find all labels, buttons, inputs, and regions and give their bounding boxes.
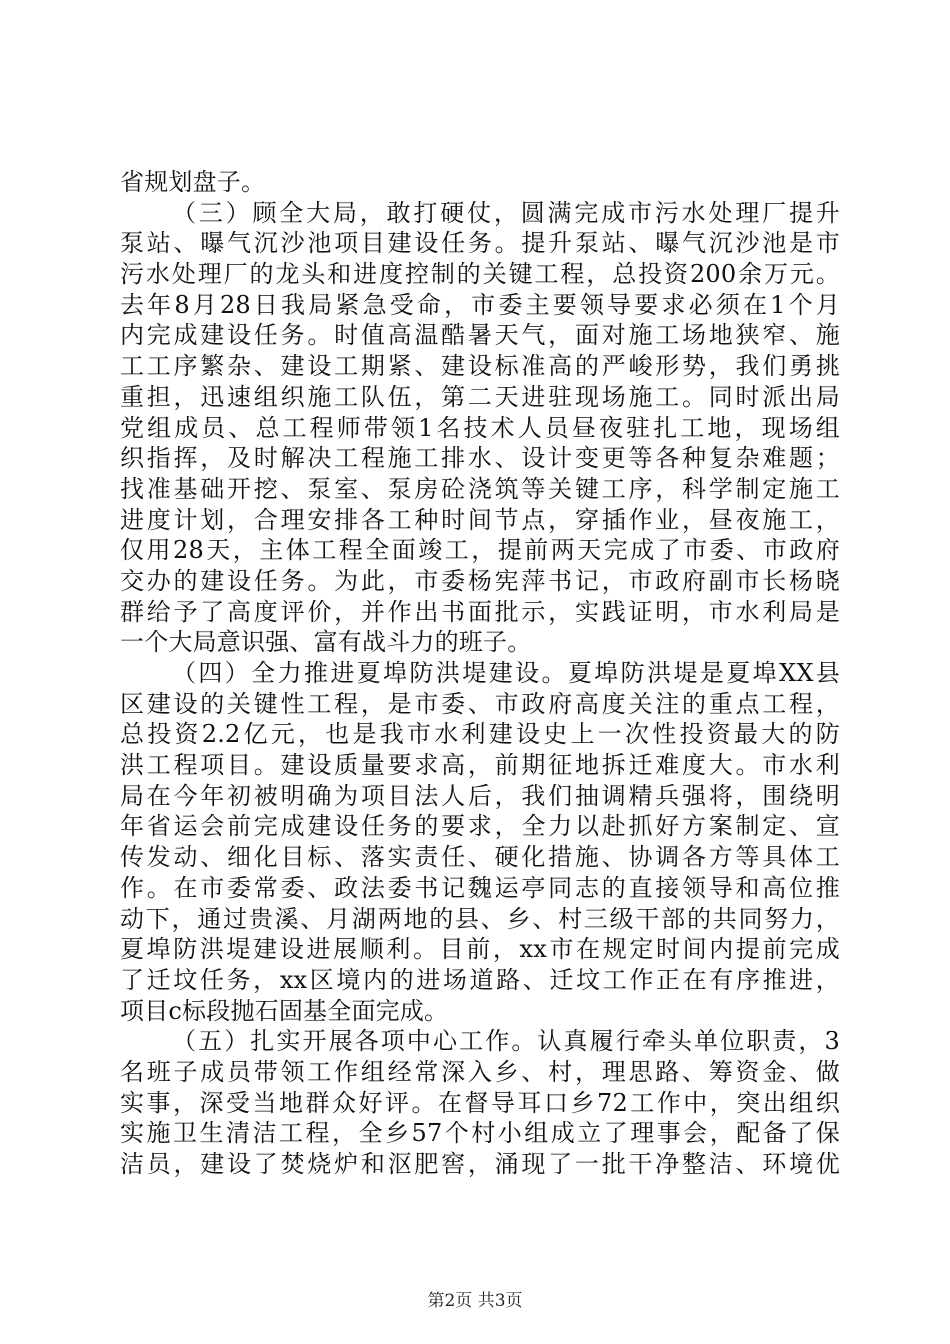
text-line: 动下，通过贵溪、月湖两地的县、乡、村三级干部的共同努力， xyxy=(120,904,840,933)
text-line: 作。在市委常委、政法委书记魏运亭同志的直接领导和高位推 xyxy=(120,873,840,902)
text-line: 内完成建设任务。时值高温酷暑天气，面对施工场地狭窄、施 xyxy=(120,321,840,350)
body-text xyxy=(120,167,840,1180)
text-line: 群给予了高度评价，并作出书面批示，实践证明，市水利局是 xyxy=(120,597,840,626)
text-line: （三）顾全大局，敢打硬仗，圆满完成市污水处理厂提升 xyxy=(172,198,840,227)
text-line: 传发动、细化目标、落实责任、硬化措施、协调各方等具体工 xyxy=(120,843,840,872)
text-line: 泵站、曝气沉沙池项目建设任务。提升泵站、曝气沉沙池是市 xyxy=(120,229,840,258)
text-line: 党组成员、总工程师带领1名技术人员昼夜驻扎工地，现场组 xyxy=(120,413,840,442)
text-line: 夏埠防洪堤建设进展顺利。目前，xx市在规定时间内提前完成 xyxy=(120,935,840,964)
text-line: 污水处理厂的龙头和进度控制的关键工程，总投资200余万元。 xyxy=(120,260,840,289)
text-line: 名班子成员带领工作组经常深入乡、村，理思路、筹资金、做 xyxy=(120,1057,840,1086)
text-line: 工工序繁杂、建设工期紧、建设标准高的严峻形势，我们勇挑 xyxy=(120,352,840,381)
text-line: 进度计划，合理安排各工种时间节点，穿插作业，昼夜施工， xyxy=(120,505,840,534)
text-line: 一个大局意识强、富有战斗力的班子。 xyxy=(120,628,532,657)
text-line: 实事，深受当地群众好评。在督导耳口乡72工作中，突出组织 xyxy=(120,1088,840,1117)
text-line: 总投资2.2亿元，也是我市水利建设史上一次性投资最大的防 xyxy=(120,720,840,749)
text-line: 局在今年初被明确为项目法人后，我们抽调精兵强将，围绕明 xyxy=(120,781,840,810)
text-line: （四）全力推进夏埠防洪堤建设。夏埠防洪堤是夏埠XX县 xyxy=(172,659,840,687)
text-line: 重担，迅速组织施工队伍，第二天进驻现场施工。同时派出局 xyxy=(120,382,840,411)
text-line: 实施卫生清洁工程，全乡57个村小组成立了理事会，配备了保 xyxy=(120,1119,840,1148)
text-line: 洁员，建设了焚烧炉和沤肥窖，涌现了一批干净整洁、环境优 xyxy=(120,1150,840,1178)
text-line: 交办的建设任务。为此，市委杨宪萍书记，市政府副市长杨晓 xyxy=(120,566,840,595)
text-line: （五）扎实开展各项中心工作。认真履行牵头单位职责，3 xyxy=(172,1027,840,1056)
text-line: 区建设的关键性工程，是市委、市政府高度关注的重点工程， xyxy=(120,689,840,718)
text-line: 仅用28天，主体工程全面竣工，提前两天完成了市委、市政府 xyxy=(120,536,840,565)
text-line: 省规划盘子。 xyxy=(120,168,266,196)
text-line: 洪工程项目。建设质量要求高，前期征地拆迁难度大。市水利 xyxy=(120,751,840,780)
text-line: 了迁坟任务，xx区境内的进场道路、迁坟工作正在有序推进， xyxy=(120,965,840,994)
page-number: 第2页 共3页 xyxy=(427,1291,523,1311)
text-line: 去年8月28日我局紧急受命，市委主要领导要求必须在1个月 xyxy=(120,290,840,319)
text-line: 找准基础开挖、泵室、泵房砼浇筑等关键工序，科学制定施工 xyxy=(120,474,840,503)
text-line: 项目c标段抛石固基全面完成。 xyxy=(120,996,449,1025)
text-line: 年省运会前完成建设任务的要求，全力以赴抓好方案制定、宣 xyxy=(120,812,840,841)
text-line: 织指挥，及时解决工程施工排水、设计变更等各种复杂难题； xyxy=(120,444,840,473)
